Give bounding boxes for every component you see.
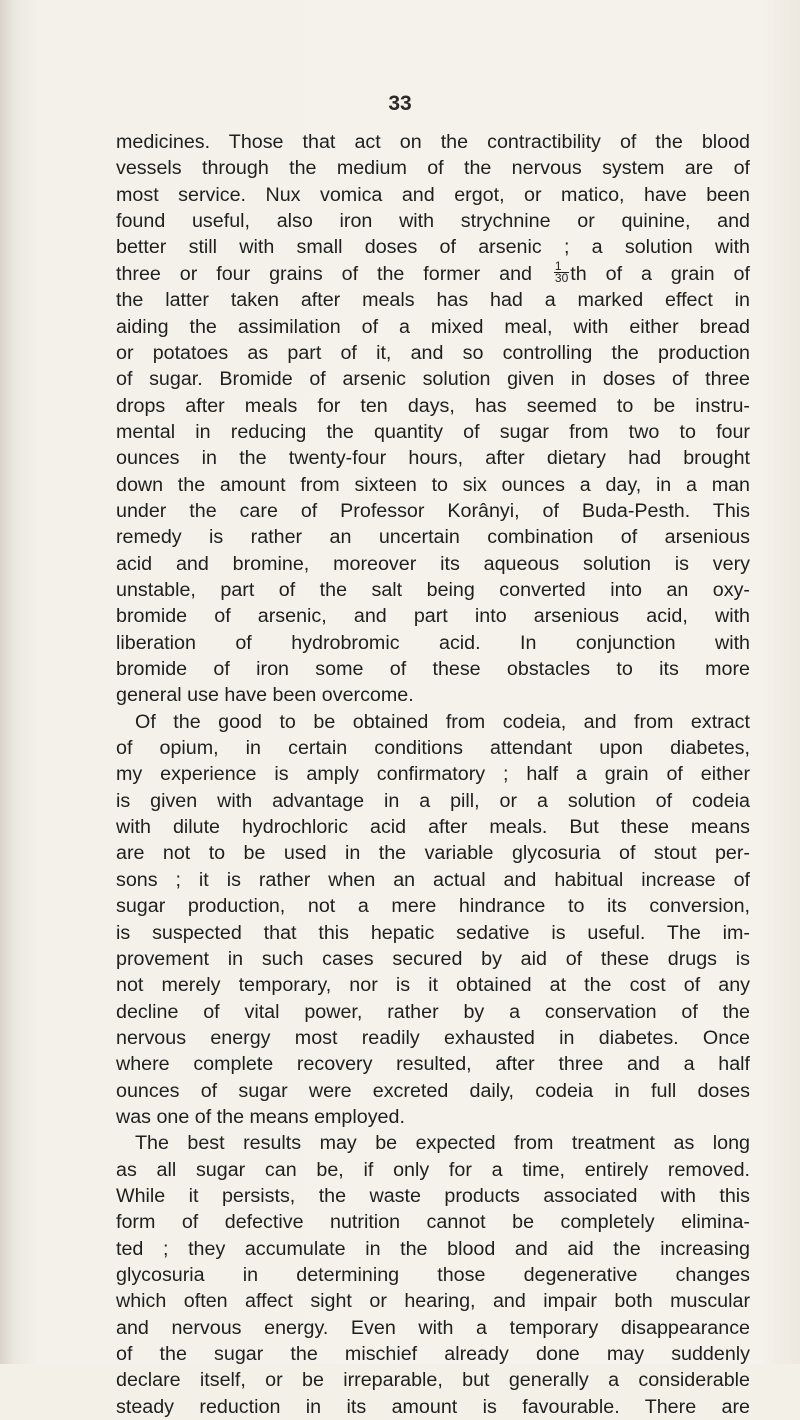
text-line: provement in such cases secured by aid of these drugs is bbox=[116, 947, 750, 970]
text-line: of sugar. Bromide of arsenic solution given in doses of three bbox=[116, 368, 750, 391]
text-line: most service. Nux vomica and ergot, or matico, have been bbox=[116, 183, 750, 206]
text-line: of opium, in certain conditions attendant upon diabetes, bbox=[116, 737, 750, 760]
text-line: general use have been overcome. bbox=[116, 684, 414, 707]
text-line: bromide of iron some of these obstacles to its more bbox=[116, 658, 750, 681]
text-line: down the amount from sixteen to six ounces a day, in a man bbox=[116, 473, 750, 496]
page-number: 33 bbox=[388, 92, 412, 115]
text-line: as all sugar can be, if only for a time, entirely removed. bbox=[116, 1158, 750, 1181]
text-line: unstable, part of the salt being converted into an oxy- bbox=[116, 579, 750, 602]
text-line: better still with small doses of arsenic ; a solution with bbox=[116, 236, 750, 259]
text-line: glycosuria in determining those degenerative changes bbox=[116, 1263, 750, 1286]
text-line: was one of the means employed. bbox=[116, 1105, 405, 1128]
text-line: sons ; it is rather when an actual and habitual increase of bbox=[116, 868, 750, 891]
text-line: remedy is rather an uncertain combination of arsenious bbox=[116, 526, 750, 549]
text-line: steady reduction in its amount is favourable. There are bbox=[116, 1395, 750, 1418]
text-line: The best results may be expected from treatment as long bbox=[135, 1132, 750, 1155]
text-line: is suspected that this hepatic sedative is useful. The im- bbox=[116, 921, 750, 944]
text-segment: three or four grains of the former and bbox=[116, 262, 532, 285]
fraction-denominator: 30 bbox=[554, 270, 569, 285]
text-line: While it persists, the waste products associated with this bbox=[116, 1184, 750, 1207]
text-line: medicines. Those that act on the contractibility of the blood bbox=[116, 131, 750, 153]
text-line: nervous energy most readily exhausted in diabetes. Once bbox=[116, 1026, 750, 1049]
text-line: liberation of hydrobromic acid. In conjunction with bbox=[116, 631, 750, 654]
text-line: ounces of sugar were excreted daily, codeia in full doses bbox=[116, 1079, 750, 1102]
text-line: under the care of Professor Korânyi, of Buda-Pesth. This bbox=[116, 500, 750, 523]
text-line: my experience is amply confirmatory ; half a grain of either bbox=[116, 763, 750, 786]
text-line: found useful, also iron with strychnine or quinine, and bbox=[116, 210, 750, 233]
text-line: bromide of arsenic, and part into arsenious acid, with bbox=[116, 605, 750, 628]
text-segment: th of a grain of bbox=[570, 262, 750, 285]
text-line: aiding the assimilation of a mixed meal, with either bread bbox=[116, 315, 750, 338]
text-line: drops after meals for ten days, has seemed to be instru- bbox=[116, 394, 750, 417]
text-line: sugar production, not a mere hindrance to its conversion, bbox=[116, 895, 750, 918]
text-line-with-fraction bbox=[116, 258, 750, 288]
text-line: not merely temporary, nor is it obtained at the cost of any bbox=[116, 974, 750, 997]
text-line: where complete recovery resulted, after three and a half bbox=[116, 1053, 750, 1076]
text-line: decline of vital power, rather by a conservation of the bbox=[116, 1000, 750, 1023]
text-line: ted ; they accumulate in the blood and aid the increasing bbox=[116, 1237, 750, 1260]
text-line: which often affect sight or hearing, and impair both muscular bbox=[116, 1290, 750, 1313]
text-line: declare itself, or be irreparable, but generally a considerable bbox=[116, 1369, 750, 1392]
text-line: with dilute hydrochloric acid after meals. But these means bbox=[116, 816, 750, 839]
text-line: ounces in the twenty-four hours, after dietary had brought bbox=[116, 447, 750, 470]
text-line: is given with advantage in a pill, or a solution of codeia bbox=[116, 789, 750, 812]
text-line: of the sugar the mischief already done may suddenly bbox=[116, 1343, 750, 1366]
fraction bbox=[554, 258, 569, 285]
text-line: vessels through the medium of the nervous system are of bbox=[116, 157, 750, 180]
text-line: the latter taken after meals has had a marked effect in bbox=[116, 289, 750, 312]
text-line: and nervous energy. Even with a temporary disappearance bbox=[116, 1316, 750, 1339]
text-line: are not to be used in the variable glycosuria of stout per- bbox=[116, 842, 750, 865]
text-line: mental in reducing the quantity of sugar from two to four bbox=[116, 420, 750, 443]
text-line: acid and bromine, moreover its aqueous solution is very bbox=[116, 552, 750, 575]
text-line: Of the good to be obtained from codeia, and from extract bbox=[135, 710, 750, 733]
text-line: form of defective nutrition cannot be completely elimina- bbox=[116, 1211, 750, 1234]
body-text bbox=[116, 129, 750, 1420]
fraction-numerator: 1 bbox=[554, 261, 569, 273]
text-line: or potatoes as part of it, and so controlling the production bbox=[116, 341, 750, 364]
